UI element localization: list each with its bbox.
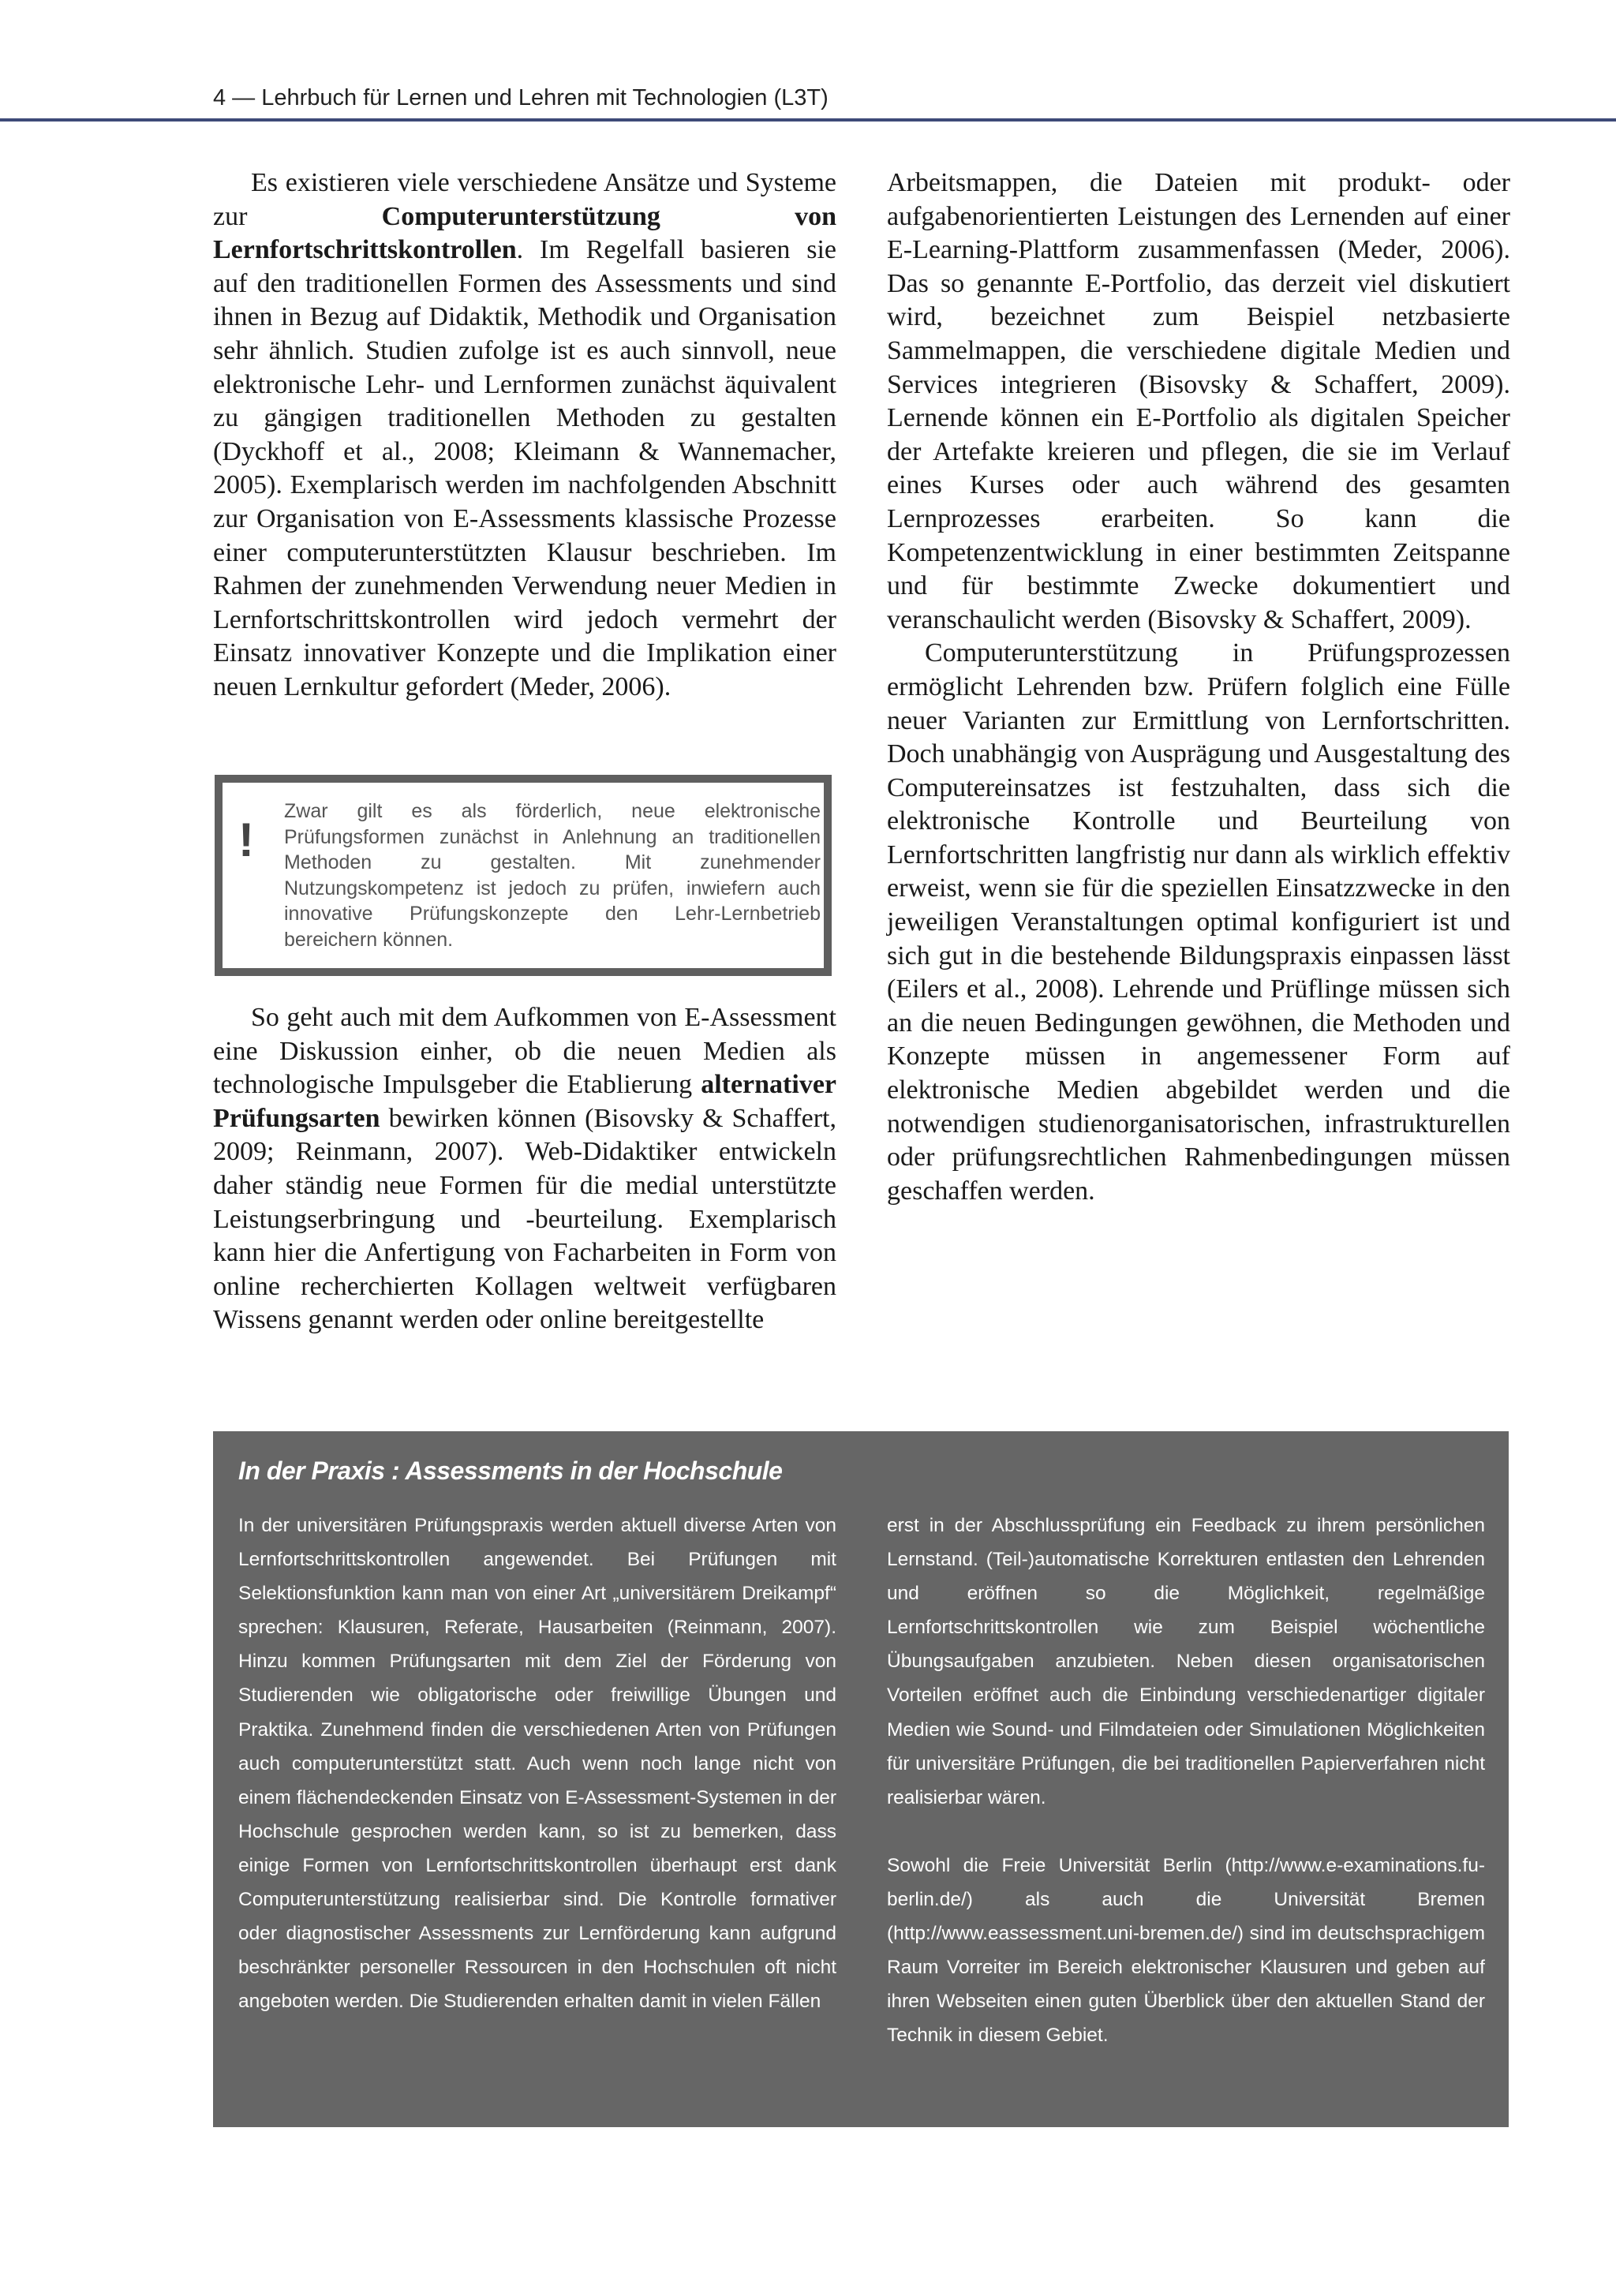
paragraph: In der universitären Prüfungspraxis werden aktuell diverse Arten von Lernfortschrittskontrollen angewendet. Bei Prüfungen mit Selektionsfunktion kann man von einer Art „universitärem Dreikampf“ sprechen: Klausuren, Referate, Hausarbeiten (Reinmann, 2007). Hinzu kommen Prüfungsarten mit dem Ziel der Förderung von Studierenden wie obligatorische oder freiwillige Übungen und Praktika. Zunehmend finden die verschiedenen Arten von Prüfungen auch computerunterstützt statt. Auch wenn noch lange nicht von einem flächendeckenden Einsatz von E-Assessment-Systemen in der Hochschule gesprochen werden kann, so ist zu bemerken, dass einige Formen von Lernfortschrittskontrollen überhaupt erst dank Computerunterstützung realisierbar sind. Die Kontrolle formativer oder diagnostischer Assessments zur Lernförderung kann aufgrund beschränkter personeller Ressourcen in den Hochschulen oft nicht angeboten werden. Die Studierenden erhalten damit in vielen Fällen <box>238 1515 836 2013</box>
paragraph: erst in der Abschlussprüfung ein Feedback zu ihrem persönlichen Lernstand. (Teil-)automatische Korrekturen entlasten den Lehrenden und eröffnen so die Möglichkeit, regelmäßige Lernfortschrittskontrollen wie zum Beispiel wöchentliche Übungsaufgaben anzubieten. Neben diesen organisatorischen Vorteilen eröffnet auch die Einbindung verschiedenartiger digitaler Medien wie Sound- und Filmdateien oder Simulationen Möglichkeiten für universitäre Prüfungen, die bei traditionellen Papierverfahren nicht realisierbar wären. <box>887 1515 1485 1808</box>
paragraph-gap <box>887 1815 1485 1849</box>
paragraph: Computerunterstützung in Prüfungsprozessen ermöglicht Lehrenden bzw. Prüfern folglich eine Fülle neuer Varianten zur Ermittlung von Lernfortschritten. Doch unabhängig von Ausprägung und Ausgestaltung des Computereinsatzes ist festzuhalten, dass sich die elektronische Kontrolle und Beurteilung von Lernfortschritten langfristig nur dann als wirklich effektiv erweist, wenn sie für die speziellen Einsatzzwecke in den jeweiligen Veranstaltungen optimal konfiguriert ist und sich gut in die bestehende Bildungspraxis einpassen lässt (Eilers et al., 2008). Lehrende und Prüflinge müssen sich an die neuen Bedingungen gewöhnen, die Methoden und Konzepte müssen in angemessener Form auf elektronische Medien abgebildet werden und die notwendigen studienorganisatorischen, infrastrukturellen oder prüfungsrechtlichen Rahmenbedingungen müssen geschaffen werden. <box>887 638 1510 1206</box>
practice-box <box>213 1431 1509 2127</box>
paragraph-text: So geht auch mit dem Aufkommen von E-Assessment eine Diskussion einher, ob die neuen Medien als technologische Impulsgeber die Etablierung <box>213 1003 836 1100</box>
practice-right-column <box>887 1509 1485 2052</box>
bold-term: Computerunterstützung von Lernfortschrittskontrollen <box>213 201 836 265</box>
practice-title: In der Praxis : Assessments in der Hochschule <box>238 1457 783 1485</box>
paragraph <box>213 1001 836 1337</box>
paragraph: Sowohl die Freie Universität Berlin (http://www.e-examinations.fu-berlin.de/) als auch die Universität Bremen (http://www.eassessment.uni-bremen.de/) sind im deutschsprachigem Raum Vorreiter im Bereich elektronischer Klausuren und geben auf ihren Webseiten einen guten Überblick über den aktuellen Stand der Technik in diesem Gebiet. <box>887 1854 1485 2047</box>
note-box <box>215 775 832 976</box>
header-rule <box>0 118 1616 122</box>
paragraph-text: Es existieren viele verschiedene Ansätze und Systeme zur <box>213 168 836 231</box>
paragraph-text: bewirken können (Bisovsky & Schaffert, 2009; Reinmann, 2007). Web-Didaktiker entwickeln daher ständig neue Formen für die medial unterstützte Leistungserbringung und -beurteilung. Exemplarisch kann hier die Anfertigung von Facharbeiten in Form von online recherchierten Kollagen weltweit verfügbaren Wissens genannt werden oder online bereitgestellte <box>213 1103 836 1335</box>
paragraph <box>213 166 836 705</box>
left-column-top <box>213 166 836 705</box>
paragraph: Arbeitsmappen, die Dateien mit produkt- oder aufgabenorientierten Leistungen des Lernenden auf einer E-Learning-Plattform zusammenfassen (Meder, 2006). Das so genannte E-Portfolio, das derzeit viel diskutiert wird, bezeichnet zum Beispiel netzbasierte Sammelmappen, die verschiedene digitale Medien und Services integrieren (Bisovsky & Schaffert, 2009). Lernende können ein E-Portfolio als digitalen Speicher der Artefakte kreieren und pflegen, die sie im Verlauf eines Kurses oder auch während des gesamten Lernprozesses erarbeiten. So kann die Kompetenzentwicklung in einer bestimmten Zeitspanne und für bestimmte Zwecke dokumentiert und veranschaulicht werden (Bisovsky & Schaffert, 2009). <box>887 168 1510 634</box>
bold-term: alternativer Prüfungsarten <box>213 1070 836 1133</box>
note-text: Zwar gilt es als förderlich, neue elektronische Prüfungsformen zunächst in Anlehnung an traditionellen Methoden zu gestalten. Mit zunehmender Nutzungskompetenz ist jedoch zu prüfen, inwiefern auch innovative Prüfungskonzepte den Lehr-Lernbetrieb bereichern können. <box>284 800 821 951</box>
practice-left-column <box>238 1509 836 2018</box>
right-column <box>887 166 1510 1208</box>
running-title: 4 — Lehrbuch für Lernen und Lehren mit Technologien (L3T) <box>213 85 829 110</box>
left-column-bottom <box>213 1001 836 1337</box>
exclamation-icon: ! <box>238 813 254 866</box>
paragraph-text: . Im Regelfall basieren sie auf den traditionellen Formen des Assessments und sind ihnen in Bezug auf Didaktik, Methodik und Organisation sehr ähnlich. Studien zufolge ist es auch sinnvoll, neue elektronische Lehr- und Lernformen zunächst äquivalent zu gängigen traditionellen Methoden zu gestalten (Dyckhoff et al., 2008; Kleimann & Wannemacher, 2005). Exemplarisch werden im nachfolgenden Abschnitt zur Organisation von E-Assessments klassische Prozesse einer computerunterstützten Klausur beschrieben. Im Rahmen der zunehmenden Verwendung neuer Medien in Lernfortschrittskontrollen wird jedoch vermehrt der Einsatz innovativer Konzepte und die Implikation einer neuen Lernkultur gefordert (Meder, 2006). <box>213 235 836 701</box>
page-header <box>0 0 1616 118</box>
